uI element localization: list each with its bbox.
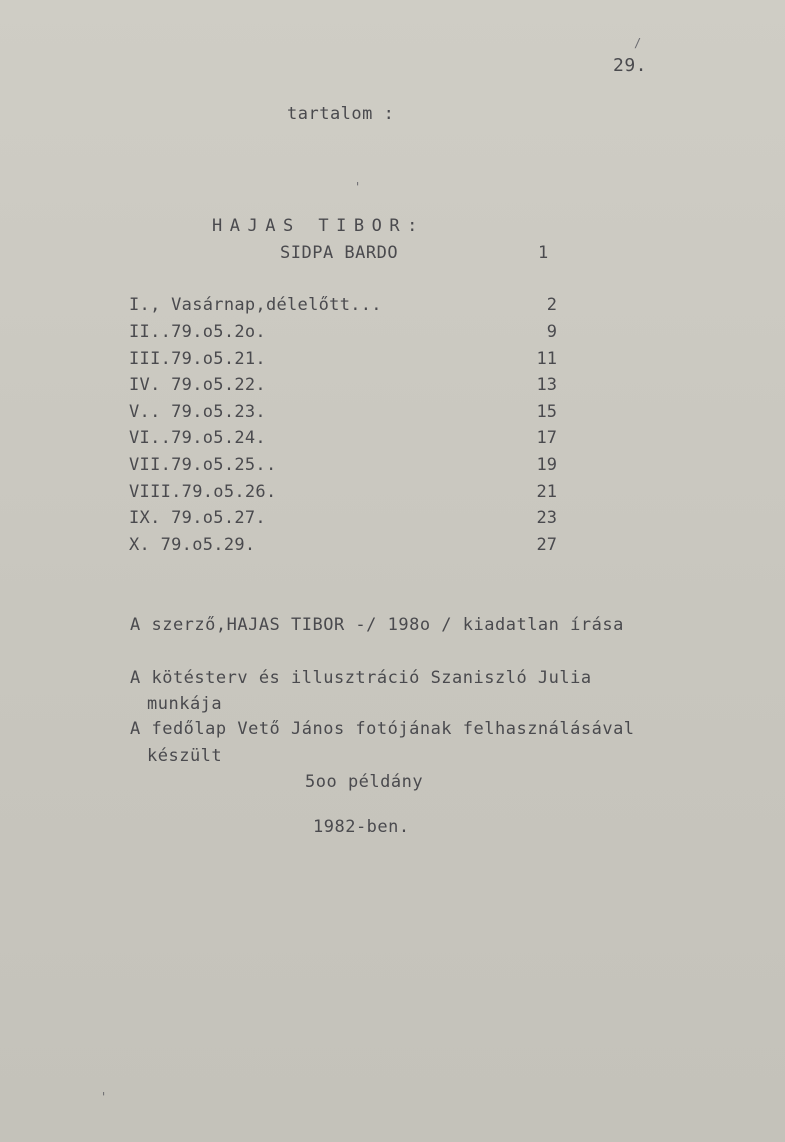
work-title-page: 1 <box>538 243 549 263</box>
toc-entry-label: I., Vasárnap,délelőtt... <box>129 295 382 315</box>
toc-entry <box>0 349 785 375</box>
toc-entry-page: 11 <box>536 349 557 369</box>
toc-entry-label: VI..79.o5.24. <box>129 428 266 448</box>
toc-entry-label: V.. 79.o5.23. <box>129 402 266 422</box>
print-run: 5oo példány <box>305 772 424 792</box>
author-credit: A szerző,HAJAS TIBOR -/ 198o / kiadatlan írása <box>130 615 624 635</box>
cover-credit: A fedőlap Vető János fotójának felhasználásával <box>130 719 635 739</box>
contents-heading: tartalom : <box>287 104 395 124</box>
toc-entry <box>0 508 785 534</box>
toc-entry-label: II..79.o5.2o. <box>129 322 266 342</box>
toc-entry-label: VIII.79.o5.26. <box>129 482 277 502</box>
toc-entry-page: 21 <box>536 482 557 502</box>
toc-entry <box>0 455 785 481</box>
toc-entry-label: IX. 79.o5.27. <box>129 508 266 528</box>
toc-entry-page: 27 <box>536 535 557 555</box>
toc-entry-label: X. 79.o5.29. <box>129 535 256 555</box>
toc-entry-page: 19 <box>536 455 557 475</box>
toc-entry-page: 23 <box>536 508 557 528</box>
toc-entry-label: III.79.o5.21. <box>129 349 266 369</box>
work-title: SIDPA BARDO <box>280 243 399 263</box>
toc-entry-label: VII.79.o5.25.. <box>129 455 277 475</box>
toc-entry-page: 2 <box>546 295 557 315</box>
toc-entry-label: IV. 79.o5.22. <box>129 375 266 395</box>
toc-entry-page: 13 <box>536 375 557 395</box>
author-name: HAJAS TIBOR: <box>212 216 425 236</box>
stray-mark: ' <box>354 180 362 194</box>
toc-entry <box>0 535 785 561</box>
toc-entry <box>0 482 785 508</box>
toc-entry <box>0 295 785 321</box>
page-number: 29. <box>613 55 648 76</box>
toc-entry <box>0 428 785 454</box>
toc-entry-page: 15 <box>536 402 557 422</box>
toc-entry <box>0 402 785 428</box>
toc-entry <box>0 375 785 401</box>
binding-credit: A kötésterv és illusztráció Szaniszló Julia <box>130 668 592 688</box>
publication-year: 1982-ben. <box>313 817 410 837</box>
toc-entry-page: 17 <box>536 428 557 448</box>
toc-entry-page: 9 <box>546 322 557 342</box>
cover-credit-continued: készült <box>147 746 223 766</box>
stray-mark: ' <box>100 1090 108 1104</box>
binding-credit-continued: munkája <box>147 694 223 714</box>
toc-entry <box>0 322 785 348</box>
stray-mark: / <box>634 36 642 50</box>
